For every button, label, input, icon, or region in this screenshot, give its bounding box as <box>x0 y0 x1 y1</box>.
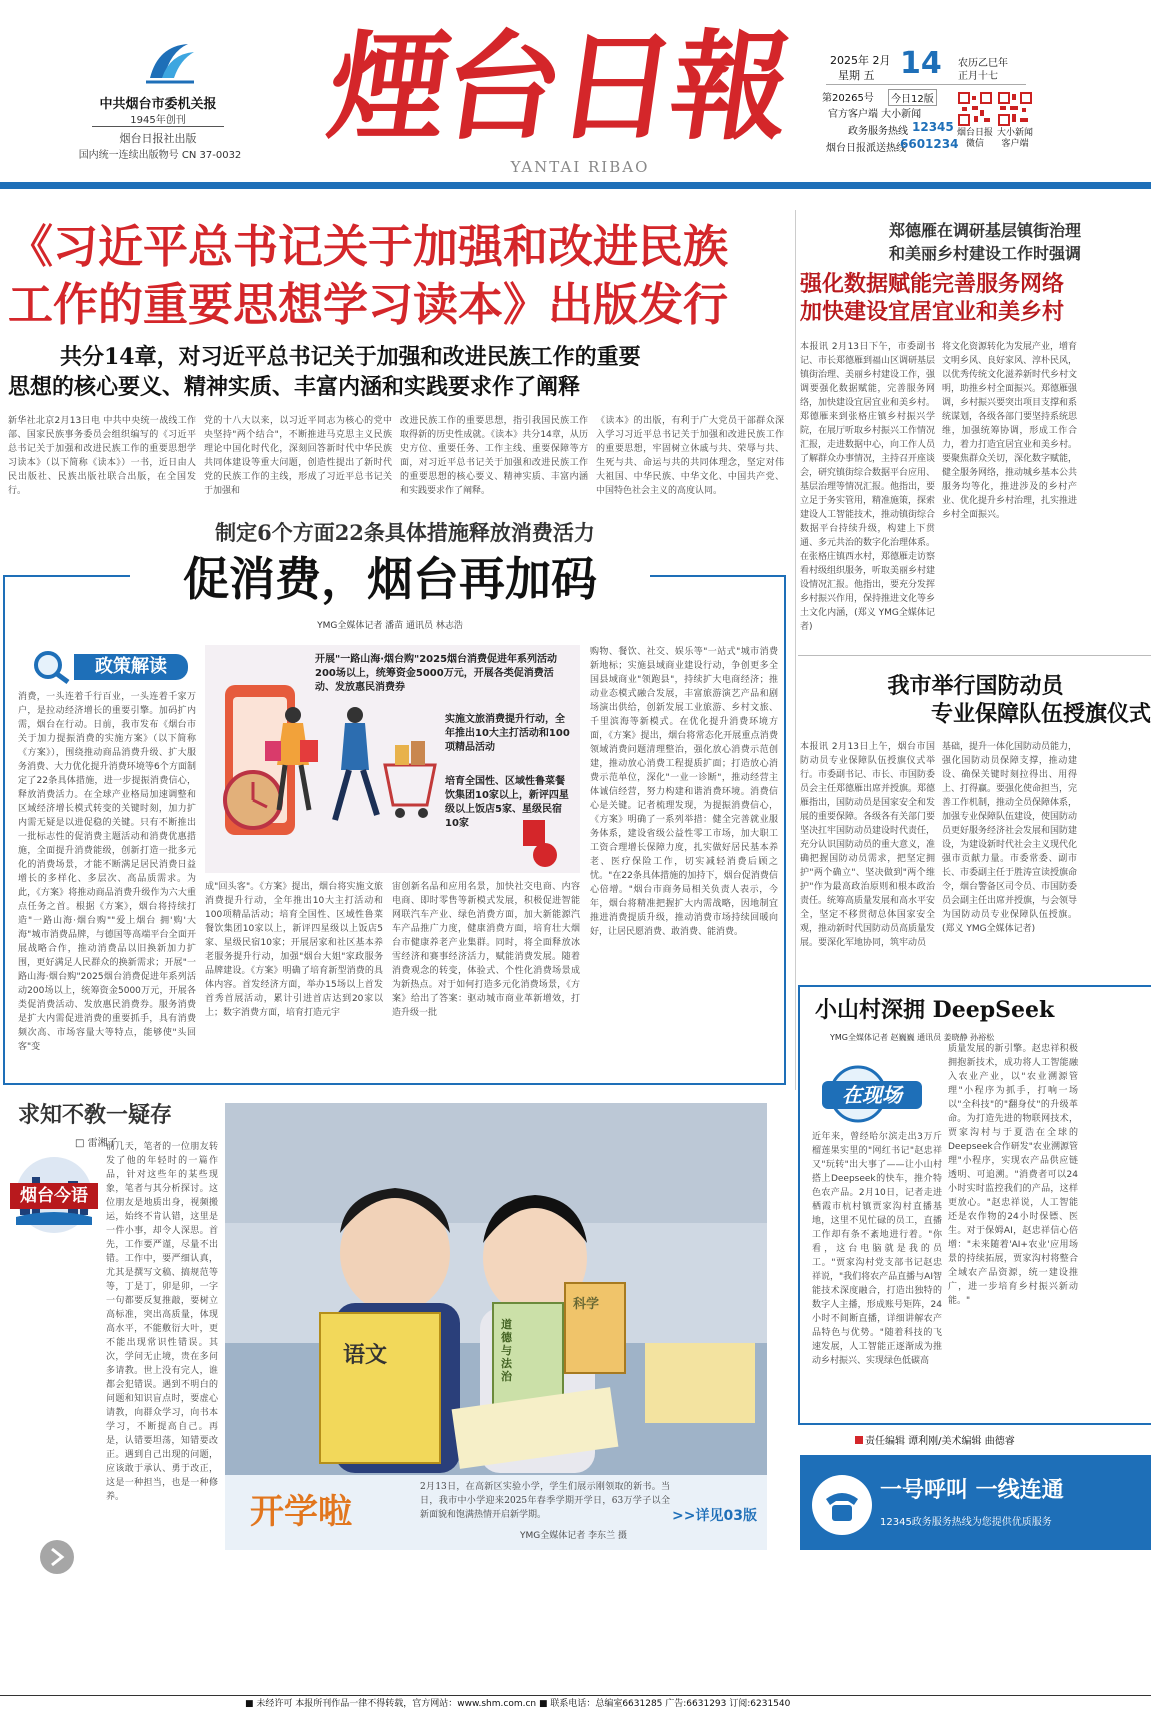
photo-caption: 2月13日，在高新区实验小学，学生们展示刚领取的新书。当日，我市中小学迎来2025年春季学期开学日，63万学子以全新面貌和饱满热情开启新学期。 <box>420 1482 670 1520</box>
lead-subhead-1: 共分14章，对习近平总书记关于加强和改进民族工作的重要 <box>60 344 641 370</box>
founded: 1945年创刊 <box>130 115 186 126</box>
editor-credit: 责任编辑 谭利刚/美术编辑 曲德睿 <box>855 1432 1151 1447</box>
book-label-chinese: 语文 <box>343 1342 388 1368</box>
right-column-1: 本报讯 2月13日下午，市委副书记、市长郑德雁到福山区调研基层镇街治理、美丽乡村建设工作，强调要强化数据赋能，完善服务网络，加快建设宜居宜业和美乡村。郑德雁来到张格庄镇乡村振兴学院，在展厅听取乡村振兴工作情况汇报，走进数据中心，向工作人员了解群众办事情况，主持召开座谈会，研究镇街综合数据平台应用、基层治理等情况汇报。他指出，要立足于务实管用，精准施策，探索建设人工智能技术，推动镇街综合数据平台持续升级，构建上下贯通、多元共治的数字化治理体系。在张格庄镇西水村，郑德雁走访察看村级组织服务，听取美丽乡村建设情况汇报。他指出，要充分发挥乡村振兴作用，保持推进文化等乡土文化内涵，(郑义 YMG全媒体记者) <box>800 342 936 632</box>
consumption-column-2: 成"回头客"。《方案》提出，烟台将实施文旅消费提升行动，全年推出10大主打活动和100项精品活动；培育全国性、区域性鲁菜餐饮集团10家以上，新评四星级以上饭店5家、星级民宿10家；开展居家和社区基本养老服务提升行动，加强"烟台大姐"家政服务品牌建设。《方案》明确了培育新型消费的具体内容。首发经济方面，举办15场以上首发首秀首展活动，累计引进首店达到20家以上；数字消费方面，培育打造元宇 <box>205 882 383 1018</box>
right-column-2: 将文化资源转化为发展产业，增育文明乡风、良好家风、淳朴民风，以优秀传统文化滋养新时代乡村文明，助推乡村全面振兴。郑德雁强调，乡村振兴要突出项目支撑和系统谋划，各级各部门要坚持系统思维，加强统筹协调，形成工作合力，着力打造宜居宜业和美乡村。要聚焦群众关切，深化数字赋能，健全服务网络，推动城乡基本公共服务均等化，推进涉及的乡村产业、优化提升乡村治理，扎实推进乡村全面振兴。 <box>942 342 1078 520</box>
right-headline-2: 加快建设宜居宜业和美乡村 <box>800 299 1065 325</box>
graphic-item-1: 开展"一路山海·烟台购"2025烟台消费促进年系列活动200场以上，统筹资金5000万元，开展各类促消费活动、发放惠民消费券 <box>315 654 558 693</box>
consumption-column-3: 宙创新名品和应用名景，加快社交电商、内容电商、即时零售等新模式发展，积极促进智能网联汽车产业、绿色消费方面，加大新能源汽车产品推广力度，健康消费方面，培育壮大烟台市健康养老产业集群。同时，将全面释放冰雪经济和赛事经济活力，赋能消费发展。随着消费观念的转变，体验式、个性化消费场景成为新热点。对于如何打造多元化消费场景，《方案》给出了答案：驱动城市商业革新增效，打造升级一批 <box>392 882 580 1018</box>
column-badge: 烟台今语 <box>6 1155 102 1237</box>
weekday: 星期 五 <box>838 69 875 82</box>
right-kicker-1: 郑德雁在调研基层镇街治理 <box>888 221 1081 240</box>
column-text: 前几天，笔者的一位朋友转发了他的年轻时的一篇作品，针对这些年的某些现象，笔者与其分析探讨。这位朋友是地质出身，视频搬运，始终不肯认错，这里是一件小事，却令人深思。首先，工作要严谨，尽量不出错。工作中，要严细认真，尤其是撰写文稿、搞规范等等，丁是丁，卯是卯，一字一句都要反复推敲，要树立高标准，突出高质量，体现高水平，不能敷衍大叶，更不能出现常识性错误。其次，学问无止境，贵在多问多请教。世上没有完人，谁都会犯错误。遇到不明白的问题和知识盲点时，要虚心请教，向群众学习，向书本学习，不断提高自己。再是，认错要坦荡，知错要改正。遇到自己出现的问题，应该敢于承认、勇于改正，这是一种担当，也是一种修养。 <box>106 1142 218 1502</box>
hotline-label: 政务服务热线 <box>848 126 908 137</box>
defense-headline-1: 我市举行国防动员 <box>887 673 1064 699</box>
yantai-daily-logo-icon <box>140 38 200 88</box>
ad-subtext: 12345政务服务热线为您提供优质服务 <box>880 1517 1052 1528</box>
back-to-school-photo <box>225 1103 767 1475</box>
magnifier-icon <box>30 650 72 684</box>
page-count: 今日12版 <box>888 89 937 106</box>
app-qr-code-icon <box>998 92 1032 126</box>
column-author: □ 雷湘子 <box>75 1138 118 1149</box>
date-day: 14 <box>900 46 942 81</box>
lead-column-4: 《读本》的出版，有利于广大党员干部群众深入学习习近平总书记关于加强和改进民族工作的重要思想，牢固树立休戚与共、荣辱与共、生死与共、命运与共的共同体理念，坚定对伟大祖国、中华民族、中华文化、中国共产党、中国特色社会主义的高度认同。 <box>596 416 784 496</box>
lead-column-3: 改进民族工作的重要思想，指引我国民族工作取得新的历史性成就。《读本》共分14章，从历史方位、重要任务、工作主线、重要保障等方面，对习近平总书记关于加强和改进民族工作的重要思想的核心要义、精神实质、丰富内涵和实践要求作了阐释。 <box>400 416 588 496</box>
next-page-arrow[interactable] <box>40 1540 74 1574</box>
org-line: 中共烟台市委机关报 <box>99 97 217 112</box>
telephone-icon <box>810 1473 874 1537</box>
lead-column-1: 新华社北京2月13日电 中共中央统一战线工作部、国家民族事务委员会组织编写的《习近平总书记关于加强和改进民族工作的重要思想学习读本》（以下简称《读本》）一书，近日由人民出版社、民族出版社联合出版，在全国发行。 <box>8 416 196 496</box>
on-site-badge: 在现场 <box>818 1065 928 1123</box>
cn-number: 国内统一连续出版物号 CN 37-0032 <box>78 150 242 161</box>
lead-headline-2: 工作的重要思想学习读本》出版发行 <box>8 278 729 331</box>
students-with-textbooks-icon <box>225 1103 767 1475</box>
title-pinyin: YANTAI RIBAO <box>510 158 650 176</box>
deepseek-column-2: 质量发展的新引擎。赵忠祥积极拥抱新技术，成功将人工智能融入农业产业，以"农业溯源管理"小程序为抓手，打响一场以"全科技"的"翻身仗"的升级革命。为打造先进的物联网技术，贾家沟村与于夏浩在全球的Deepseek合作研发"农业溯源管理"小程序，实现农产品供应链透明、可追溯。"消费者可以24小时实时监控我们的产品，这样更放心。"赵忠祥说，人工智能还是农作物的24小时保镖、医生。对于保姆AI，赵忠祥信心倍增："未来随着'AI+农业'应用场景的持续拓展，贾家沟村将整合全域农产品资源，统一建设推广，进一步培育乡村振兴新动能。" <box>948 1044 1078 1306</box>
lead-headline-1: 《习近平总书记关于加强和改进民族 <box>8 220 729 273</box>
right-headline-1: 强化数据赋能完善服务网络 <box>800 271 1065 297</box>
photo-credit: YMG全媒体记者 李东兰 摄 <box>520 1531 627 1541</box>
defense-column-2: 基础，提升一体化国防动员能力，强化国防动员保障支撑，推动建设、确保关键时刻拉得出、用得上、打得赢。要强化使命担当，完善工作机制，推动全员保障体系，加强专业保障队伍建设，使国防动员更好服务经济社会发展和国防建设，为建设新时代社会主义现代化强市贡献力量。市委常委、副市长、市委副主任于胜涛宣读授旗命令，烟台警备区司令员、市国防委员会副主任出席并授旗，与会领导为国防动员专业保障队伍授旗。(郑义 YMG全媒体记者) <box>942 742 1078 934</box>
wechat-qr-label: 烟台日报 微信 <box>956 128 993 149</box>
lunar-year: 农历乙巳年 <box>958 58 1008 69</box>
publisher: 烟台日报社出版 <box>119 132 197 145</box>
lead-subhead-2: 思想的核心要义、精神实质、丰富内涵和实践要求作了阐释 <box>8 374 581 400</box>
lunar-day: 正月十七 <box>958 71 998 82</box>
ad-slogan: 一号呼叫 一线连通 <box>880 1477 1064 1503</box>
consumption-kicker: 制定6个方面22条具体措施释放消费活力 <box>215 520 595 545</box>
column-title: 求知不敎一疑存 <box>18 1102 173 1128</box>
policy-infographic <box>205 645 580 873</box>
policy-label: 政策解读 <box>30 650 190 682</box>
hotline-number: 12345 <box>912 120 954 134</box>
app-qr-label: 大小新闻 客户端 <box>996 128 1033 149</box>
hotline-ad <box>800 1455 1151 1550</box>
masthead-blue-rule <box>0 182 1151 189</box>
issue-number: 第20265号 <box>822 93 874 104</box>
photo-title: 开学啦 <box>250 1492 352 1532</box>
date-ym: 2025年 2月 <box>830 54 891 67</box>
masthead <box>0 0 1151 195</box>
wechat-qr-code-icon <box>958 92 992 126</box>
defense-headline-2: 专业保障队伍授旗仪式 <box>930 701 1151 727</box>
book-label-science: 科学 <box>573 1297 600 1312</box>
deepseek-headline: 小山村深拥 DeepSeek <box>815 997 1055 1023</box>
delivery-label: 烟台日报派送热线 <box>826 143 906 154</box>
footer-info: ■ 未经许可 本报所刊作品一律不得转载，官方网站：www.shm.com.cn ■ 联系电话：总编室6631285 广告:6631293 订阅:6231540 <box>245 1699 791 1709</box>
newspaper-title: 煙台日報 <box>320 17 796 156</box>
lead-column-2: 党的十八大以来，以习近平同志为核心的党中央坚持"两个结合"，不断推进马克思主义民族理论中国化时代化，深刻回答新时代中华民族共同体建设等重大问题，创造性提出了新时代党的民族工作的主线，形成了习近平总书记关于加强和 <box>204 416 392 496</box>
right-kicker-2: 和美丽乡村建设工作时强调 <box>888 244 1081 263</box>
deepseek-column-1: 近年来，曾经哈尔滨走出3万斤榴莲果实里的"网红书记"赵忠祥又"玩转"出大事了——让小山村搭上Deepseek的快车，推介特色农产品。2月10日，记者走进栖霞市杭村镇贾家沟村直播基地，这里不见忙碌的员工，直播工作却有条不紊地进行着。"你看，这台电脑就是我的员工。"贾家沟村党支部书记赵忠祥说，"我们将农产品直播与AI智能技术深度融合，打造出独特的数字人主播，形成账号矩阵，24小时不间断直播，详细讲解农产品特色与优势。"随着科技的飞速发展，人工智能正逐渐成为推动乡村振兴、实现绿色低碳高 <box>812 1132 942 1366</box>
graphic-item-2: 实施文旅消费提升行动，全年推出10大主打活动和100项精品活动 <box>445 714 570 753</box>
delivery-number: 6601234 <box>900 137 959 151</box>
consumption-column-4: 购物、餐饮、社交、娱乐等"一站式"城市消费新地标；实施县域商业建设行动，争创更多全国县域商业"领跑县"，持续扩大电商经济；推动业态模式融合发展，丰富旅游演艺产品和剧场演出供给，创新发展工业旅游、乡村文旅、千里滨海等新模式。在优化提升消费环境方面，《方案》提出，烟台将常态化开展重点消费领域消费问题清理整治，强化放心消费示范创建，推动放心消费工程提质扩面；打造放心消费示范单位，深化"一业一诊断"，推动经营主体诚信经营，努力构建和谐消费环境。消费信心是关键。记者梳理发现，为提振消费信心，《方案》明确了一系列举措：健全完善就业服务体系，建设省级公益性零工市场，加大职工工资合理增长保障力度，扎实做好居民基本养老、医疗保险工作，切实减轻消费后顾之忧。"在22条具体措施的加持下，烟台促消费信心倍增。"烟台市商务局相关负责人表示，今年，烟台将精准把握扩大内需战略，因地制宜推进消费提质升级，推动消费市场持续回暖向好，让居民愿消费、敢消费、能消费。 <box>590 647 778 937</box>
graphic-item-3: 培育全国性、区域性鲁菜餐饮集团10家以上，新评四星级以上饭店5家、星级民宿10家 <box>445 776 569 829</box>
defense-column-1: 本报讯 2月13日上午，烟台市国防动员专业保障队伍授旗仪式举行。市委副书记、市长、市国防委员会主任郑德雁出席并授旗。郑德雁指出，国防动员是国家安全和发展的重要保障。各级各有关部门要坚决扛牢国防动员建设时代责任，充分认识国防动员的重大意义，准确把握国防动员需求，把坚定拥护"两个确立"、坚决做到"两个维护"作为最高政治原则和根本政治责任。统筹高质量发展和高水平安全，坚定不移贯彻总体国家安全观，推动新时代国防动员高质量发展。要深化军地协同，筑牢动员 <box>800 742 936 948</box>
client-label: 官方客户端 大小新闻 <box>828 109 922 120</box>
see-page-3-link[interactable]: >>详见03版 <box>672 1508 757 1524</box>
chevron-right-icon <box>49 1547 65 1567</box>
book-label-ethics: 道德与法治 <box>501 1318 512 1383</box>
consumption-byline: YMG全媒体记者 潘苗 通讯员 林志浩 <box>317 621 463 631</box>
consumption-column-1: 消费，一头连着千行百业，一头连着千家万户，是拉动经济增长的重要引擎。加码扩内需，烟台在行动。日前，我市发布《烟台市关于加力提振消费的实施方案》（以下简称《方案》），围绕推动商品消费升级、扩大服务消费、大力优化提升消费环境等6个方面制定了22条具体措施，进一步提振消费信心，释放消费活力。在全球产业格局加速调整和区域经济增长模式转变的关键时刻，加力扩内需无疑是以进促稳的关键。只有不断推出一批标志性的促消费主题活动和消费优惠措施，全面提升消费能级，创新打造一批多元化的消费场景，才能不断满足居民消费日益增长的多样化、多层次、高品质需求。为此，《方案》将推动商品消费升级作为六大重点任务之首。根据《方案》，烟台将持续打造"一路山海·烟台购""爱上烟台 拥'购'大海"城市消费品牌，与德国等高端平台全面开展战略合作，推动消费品以旧换新加力扩围，更好满足人民群众的换新需求；开展"一路山海·烟台购"2025烟台消费促进年系列活动200场以上，统筹资金5000万元，开展各类促消费活动、发放惠民消费券。服务消费是扩大内需促进消费的重要抓手，具有消费频次高、市场容量大等特点，能够使"头回客"变 <box>18 692 196 1052</box>
consumption-headline: 促消费，烟台再加码 <box>130 550 650 608</box>
deepseek-byline: YMG全媒体记者 赵巍巍 通讯员 姜晓静 孙裕松 <box>830 1033 995 1042</box>
